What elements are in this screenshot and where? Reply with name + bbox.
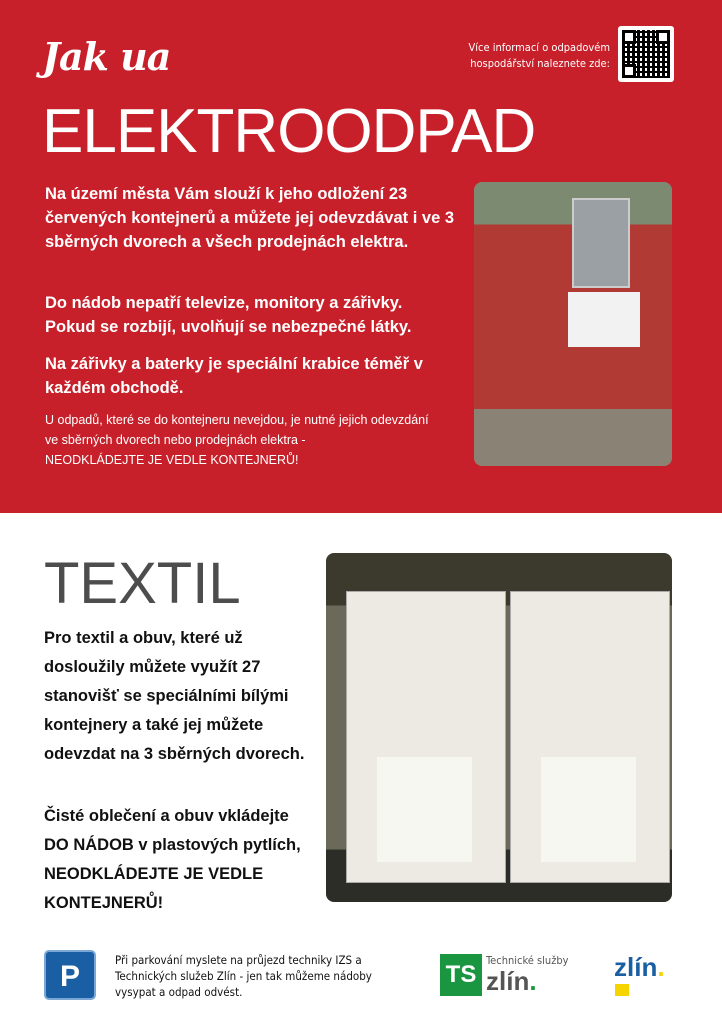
textil-title: TEXTIL [44,551,241,616]
textil-paragraph-2: Čisté oblečení a obuv vkládejte DO NÁDOB v plastových pytlích, NEODKLÁDEJTE JE VEDLE KONTEJNERŮ! [44,807,301,912]
red-container-photo [474,182,672,466]
ts-name: Technické služby [486,954,569,967]
parking-text: Při parkování myslete na průjezd techniky IZS a Technických služeb Zlín - jen tak můžeme nádoby vysypat a odpad odvést. [115,953,372,999]
elektro-note-text: U odpadů, které se do kontejneru nevejdou, je nutné jejich odevzdání ve sběrných dvorech nebo prodejnách elektra - [45,413,429,447]
elektro-note-warning: NEODKLÁDEJTE JE VEDLE KONTEJNERŮ! [45,453,299,467]
qr-code-icon[interactable] [618,26,674,82]
elektro-paragraph-1: Na území města Vám slouží k jeho odložení 23 červených kontejnerů a můžete jej odevzdávat i ve 3 sběrných dvorech a všech prodejnách elektra. [45,185,455,251]
ts-city: zlín. [486,966,537,996]
elektro-paragraph-3: Na zářivky a baterky je speciální krabice téměř v každém obchodě. [45,355,423,397]
script-title: Jak ua [42,34,171,79]
zlin-logo-square [615,984,629,996]
ts-logo: TS [440,954,482,996]
parking-icon: P [44,950,96,1000]
elektro-paragraph-2: Do nádob nepatří televize, monitory a zářivky. Pokud se rozbijí, uvolňují se nebezpečné látky. [45,294,412,336]
zlin-logo: zlín. [614,952,665,982]
ts-city-text: zlín [486,966,530,996]
textile-containers-photo [326,553,672,902]
textil-paragraph-1: Pro textil a obuv, které už dosloužily můžete využít 27 stanovišť se speciálními bílými kontejnery a také jej můžete odevzdat na 3 sběrných dvorech. [44,629,305,763]
elektro-note [45,410,445,470]
info-text: Více informací o odpadovém hospodářství naleznete zde: [468,41,610,70]
elektroodpad-title: ELEKTROODPAD [42,97,536,166]
zlin-logo-text: zlín [614,952,658,982]
